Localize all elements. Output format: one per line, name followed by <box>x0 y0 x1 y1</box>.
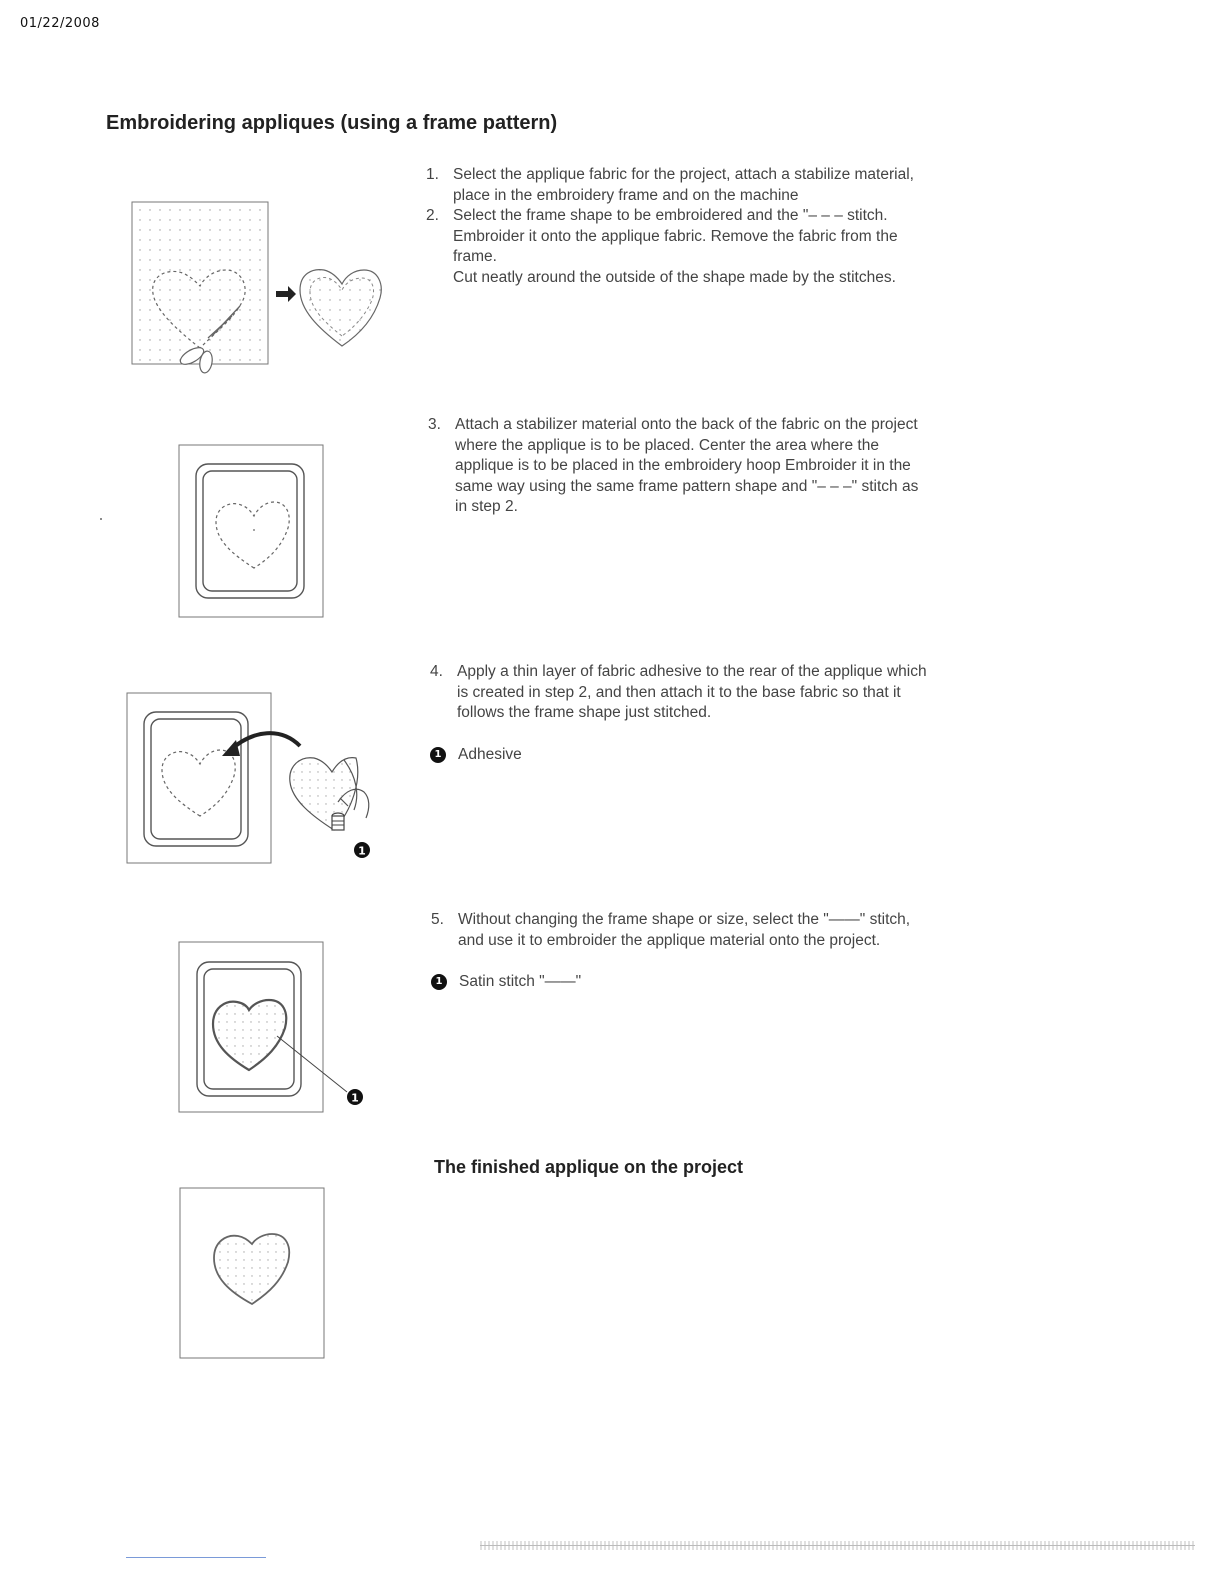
step-2 <box>426 206 926 288</box>
figure-finished-applique <box>178 1186 326 1360</box>
callout-label: Satin stitch "——" <box>459 973 582 990</box>
step-text: Apply a thin layer of fabric adhesive to the rear of the applique which is created in step 2, and then attach it to the base fabric so that it follows the frame shape just stitched. <box>457 663 927 721</box>
steps-5 <box>431 910 937 991</box>
steps-3 <box>428 415 930 518</box>
step-4 <box>430 662 936 724</box>
step-number: 3. <box>428 416 441 433</box>
callout-label: Adhesive <box>458 745 522 763</box>
steps-4 <box>430 662 936 764</box>
callout-adhesive <box>430 746 936 764</box>
callout-marker-number: 1 <box>351 1091 359 1105</box>
figure-satin-stitch <box>177 940 377 1115</box>
footer-rule-left <box>126 1557 266 1558</box>
page-title: Embroidering appliques (using a frame pattern) <box>106 112 558 134</box>
figure-hoop-dashed-heart <box>176 442 326 620</box>
step-5 <box>431 910 937 951</box>
steps-1-2 <box>426 165 926 288</box>
step-1 <box>426 165 926 206</box>
step-text: Select the applique fabric for the project, attach a stabilize material, place in the embroidery frame and on the machine <box>453 166 914 204</box>
fax-date: 01/22/2008 <box>20 16 100 31</box>
step-number: 1. <box>426 166 439 183</box>
footer-rule-right-line <box>480 1545 1195 1546</box>
callout-satin-stitch <box>431 973 937 991</box>
step-text: Without changing the frame shape or size, select the "——" stitch, and use it to embroider the applique material onto the project. <box>458 911 911 949</box>
callout-number-badge: 1 <box>431 974 447 990</box>
figure-apply-adhesive <box>124 690 380 870</box>
step-extra-text: Cut neatly around the outside of the shape made by the stitches. <box>453 268 896 286</box>
step-number: 4. <box>430 663 443 680</box>
step-number: 5. <box>431 911 444 928</box>
step-text: Select the frame shape to be embroidered and the "– – – stitch. Embroider it onto the applique fabric. Remove the fabric from the frame. <box>453 207 898 265</box>
arrow-right-icon <box>276 286 296 302</box>
step-3 <box>428 415 930 518</box>
adhesive-bottle-icon <box>332 813 344 830</box>
callout-number-badge: 1 <box>430 747 446 763</box>
step-text: Attach a stabilizer material onto the back of the fabric on the project where the applique is to be placed. Center the area where the applique is to be placed in the embroidery hoop Embroider it in the same way using the same frame pattern shape and "– – –" stitch as in step 2. <box>455 416 919 515</box>
fabric-swatch <box>132 202 268 364</box>
scan-speck <box>100 518 102 520</box>
callout-marker-number: 1 <box>358 844 366 858</box>
finished-heading: The finished applique on the project <box>434 1157 744 1177</box>
step-number: 2. <box>426 207 439 224</box>
heart-applique-with-adhesive <box>290 758 358 830</box>
figure-cut-applique <box>128 198 388 373</box>
